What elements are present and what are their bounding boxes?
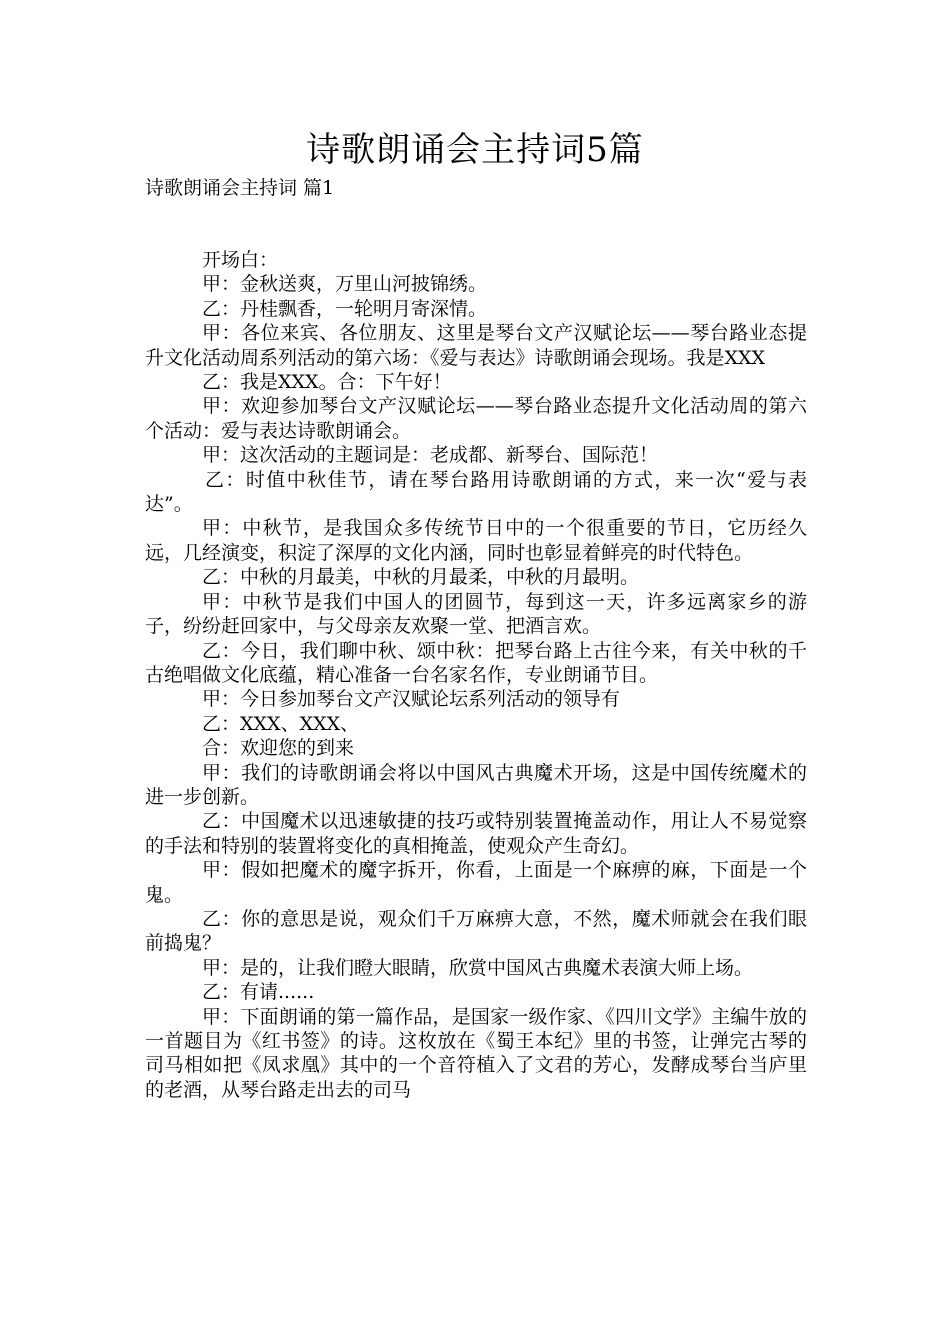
paragraph: 合：欢迎您的到来 [202, 737, 355, 760]
paragraph: 乙：丹桂飘香，一轮明月寄深情。 [202, 297, 488, 320]
paragraph: 乙：时值中秋佳节，请在琴台路用诗歌朗诵的方式，来一次“爱与表达”。 [145, 468, 807, 516]
paragraph: 甲：各位来宾、各位朋友、这里是琴台文产汉赋论坛——琴台路业态提升文化活动周系列活动的第六场：《爱与表达》诗歌朗诵会现场。我是XXX [145, 322, 807, 369]
paragraph: 乙：今日，我们聊中秋、颂中秋：把琴台路上古往今来，有关中秋的千古绝唱做文化底蕴，精心准备一台名家名作，专业朗诵节目。 [145, 639, 807, 686]
paragraph: 甲：中秋节，是我国众多传统节日中的一个很重要的节日，它历经久远，几经演变，积淀了深厚的文化内涵，同时也彰显着鲜亮的时代特色。 [145, 517, 807, 564]
paragraph: 乙：有请...... [202, 981, 315, 1004]
paragraph: 甲：我们的诗歌朗诵会将以中国风古典魔术开场，这是中国传统魔术的进一步创新。 [145, 761, 807, 808]
paragraph: 开场白： [202, 249, 279, 271]
paragraph: 乙：XXX、XXX、 [202, 712, 360, 735]
document-subtitle: 诗歌朗诵会主持词 篇1 [145, 177, 335, 199]
paragraph: 甲：下面朗诵的第一篇作品，是国家一级作家、《四川文学》主编牛放的一首题目为《红书签》的诗。这枚放在《蜀王本纪》里的书签，让弹完古琴的司马相如把《凤求凰》其中的一个音符植入了文君的芳心，发酵成琴台当庐里的老酒，从琴台路走出去的司马 [145, 1005, 807, 1101]
paragraph: 乙：中秋的月最美，中秋的月最柔，中秋的月最明。 [202, 566, 640, 589]
paragraph: 甲：是的，让我们瞪大眼睛，欣赏中国风古典魔术表演大师上场。 [202, 956, 754, 979]
paragraph: 乙：我是XXX。合：下午好！ [202, 371, 452, 394]
document-title: 诗歌朗诵会主持词5篇 [306, 130, 644, 170]
paragraph: 甲：假如把魔术的魔字拆开，你看，上面是一个麻痹的麻，下面是一个鬼。 [145, 859, 807, 906]
paragraph: 甲：这次活动的主题词是：老成都、新琴台、国际范！ [202, 444, 659, 467]
paragraph: 乙：中国魔术以迅速敏捷的技巧或特别装置掩盖动作，用让人不易觉察的手法和特别的装置将变化的真相掩盖，使观众产生奇幻。 [145, 810, 807, 857]
document-body [145, 248, 807, 1102]
paragraph: 乙：你的意思是说，观众们千万麻痹大意，不然，魔术师就会在我们眼前捣鬼？ [145, 907, 807, 955]
paragraph: 甲：欢迎参加琴台文产汉赋论坛——琴台路业态提升文化活动周的第六个活动：爱与表达诗歌朗诵会。 [145, 395, 807, 442]
paragraph: 甲：中秋节是我们中国人的团圆节，每到这一天，许多远离家乡的游子，纷纷赶回家中，与父母亲友欢聚一堂、把酒言欢。 [145, 590, 807, 638]
paragraph: 甲：金秋送爽，万里山河披锦绣。 [202, 273, 488, 296]
paragraph: 甲：今日参加琴台文产汉赋论坛系列活动的领导有 [202, 688, 621, 711]
